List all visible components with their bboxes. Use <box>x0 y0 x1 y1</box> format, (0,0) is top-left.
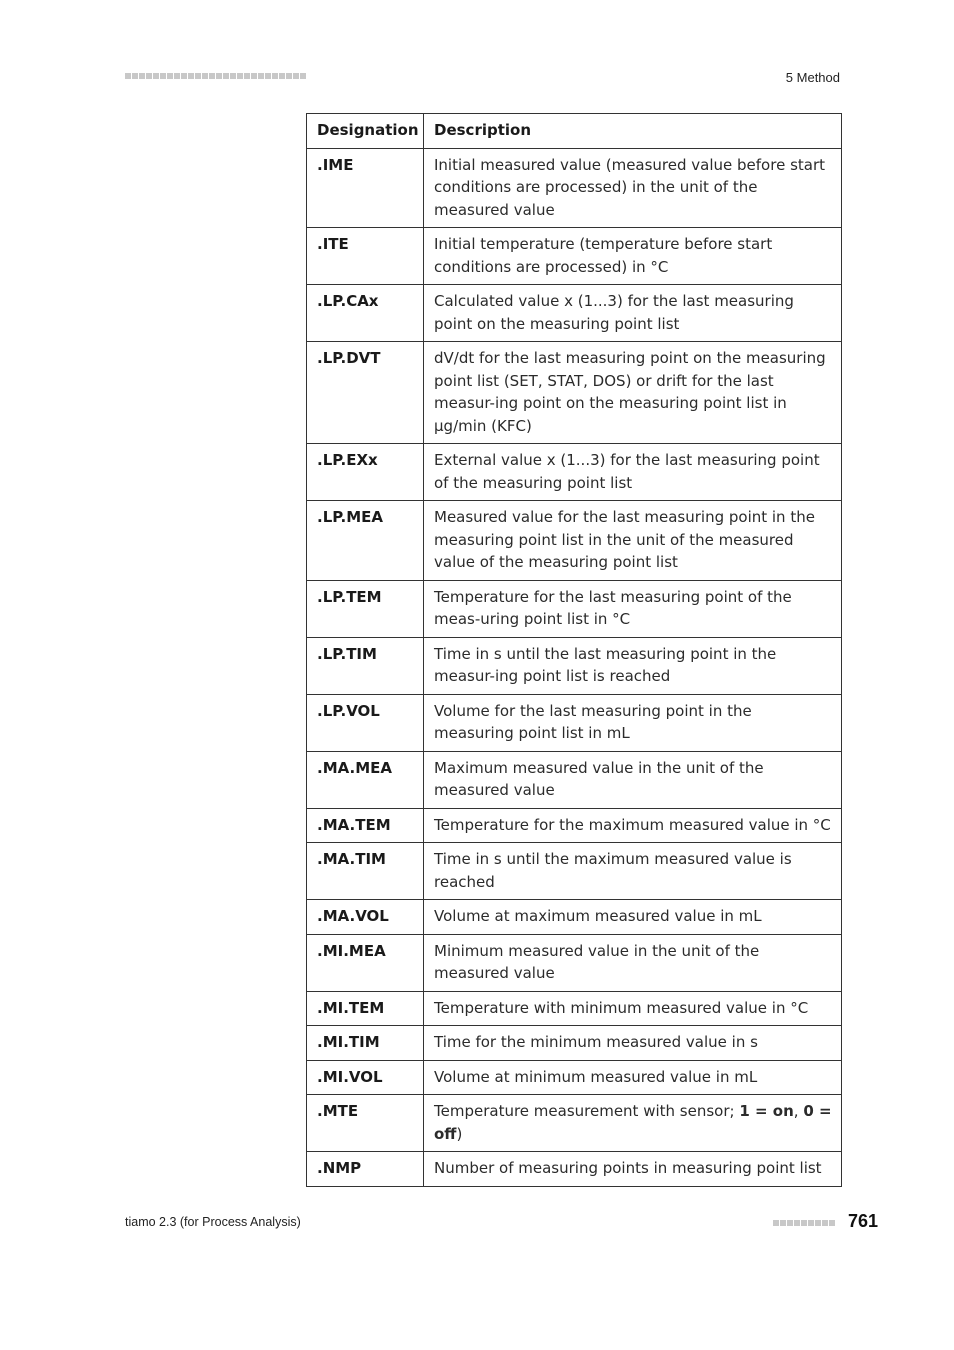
table-row <box>307 808 842 843</box>
table-row <box>307 751 842 808</box>
table-row <box>307 1060 842 1095</box>
description-cell: Measured value for the last measuring point in the measuring point list in the unit of the measured value of the measuring point list <box>424 501 842 581</box>
table-row <box>307 991 842 1026</box>
table-row <box>307 580 842 637</box>
description-cell: Volume at minimum measured value in mL <box>424 1060 842 1095</box>
designation-cell: .LP.VOL <box>307 694 424 751</box>
designation-cell: .LP.MEA <box>307 501 424 581</box>
description-cell: Maximum measured value in the unit of the measured value <box>424 751 842 808</box>
column-header-designation: Designation <box>307 114 424 149</box>
designation-cell: .MA.MEA <box>307 751 424 808</box>
table-row <box>307 444 842 501</box>
description-cell: Time in s until the last measuring point in the measur-ing point list is reached <box>424 637 842 694</box>
table-row <box>307 501 842 581</box>
table-row <box>307 148 842 228</box>
description-cell: Initial measured value (measured value before start conditions are processed) in the unit of the measured value <box>424 148 842 228</box>
table-row <box>307 342 842 444</box>
variables-table <box>306 113 842 1187</box>
designation-cell: .MTE <box>307 1095 424 1152</box>
designation-cell: .LP.EXx <box>307 444 424 501</box>
table-row <box>307 1026 842 1061</box>
footer-product: tiamo 2.3 (for Process Analysis) <box>125 1215 301 1229</box>
designation-cell: .LP.DVT <box>307 342 424 444</box>
designation-cell: .IME <box>307 148 424 228</box>
description-cell: Time in s until the maximum measured value is reached <box>424 843 842 900</box>
page-number: 761 <box>847 1211 878 1231</box>
description-cell: External value x (1...3) for the last measuring point of the measuring point list <box>424 444 842 501</box>
designation-cell: .MI.TIM <box>307 1026 424 1061</box>
designation-cell: .LP.CAx <box>307 285 424 342</box>
section-title: 5 Method <box>785 70 840 85</box>
table-row <box>307 285 842 342</box>
designation-cell: .MI.VOL <box>307 1060 424 1095</box>
table-row <box>307 934 842 991</box>
designation-cell: .LP.TEM <box>307 580 424 637</box>
description-cell: Temperature for the last measuring point of the meas-uring point list in °C <box>424 580 842 637</box>
table-row <box>307 1152 842 1187</box>
table-row <box>307 843 842 900</box>
description-cell: Volume at maximum measured value in mL <box>424 900 842 935</box>
off-value: 0 = off <box>434 1102 832 1143</box>
designation-cell: .MI.TEM <box>307 991 424 1026</box>
designation-cell: .LP.TIM <box>307 637 424 694</box>
description-cell: Minimum measured value in the unit of the measured value <box>424 934 842 991</box>
designation-cell: .ITE <box>307 228 424 285</box>
table-row <box>307 1095 842 1152</box>
description-cell: Temperature for the maximum measured value in °C <box>424 808 842 843</box>
description-cell: Temperature with minimum measured value in °C <box>424 991 842 1026</box>
description-cell: Initial temperature (temperature before start conditions are processed) in °C <box>424 228 842 285</box>
description-cell: Time for the minimum measured value in s <box>424 1026 842 1061</box>
table-row <box>307 900 842 935</box>
description-cell: Calculated value x (1...3) for the last measuring point on the measuring point list <box>424 285 842 342</box>
description-cell: Number of measuring points in measuring point list <box>424 1152 842 1187</box>
closing-text: ) <box>456 1124 463 1143</box>
description-cell: dV/dt for the last measuring point on the measuring point list (SET, STAT, DOS) or drift for the last measur-ing point on the measuring point list in µg/min (KFC) <box>424 342 842 444</box>
designation-cell: .MA.TEM <box>307 808 424 843</box>
separator-text: , <box>793 1102 804 1120</box>
table-row <box>307 637 842 694</box>
designation-cell: .MA.VOL <box>307 900 424 935</box>
table-row <box>307 228 842 285</box>
header-decoration <box>125 73 306 79</box>
on-value: 1 = on <box>739 1102 794 1120</box>
description-cell: Volume for the last measuring point in the measuring point list in mL <box>424 694 842 751</box>
description-cell <box>424 1095 842 1152</box>
designation-cell: .NMP <box>307 1152 424 1187</box>
designation-cell: .MA.TIM <box>307 843 424 900</box>
description-text: Temperature measurement with sensor; <box>434 1102 740 1120</box>
column-header-description: Description <box>424 114 842 149</box>
table-header-row <box>307 114 842 149</box>
footer-decoration <box>773 1220 835 1226</box>
table-row <box>307 694 842 751</box>
designation-cell: .MI.MEA <box>307 934 424 991</box>
